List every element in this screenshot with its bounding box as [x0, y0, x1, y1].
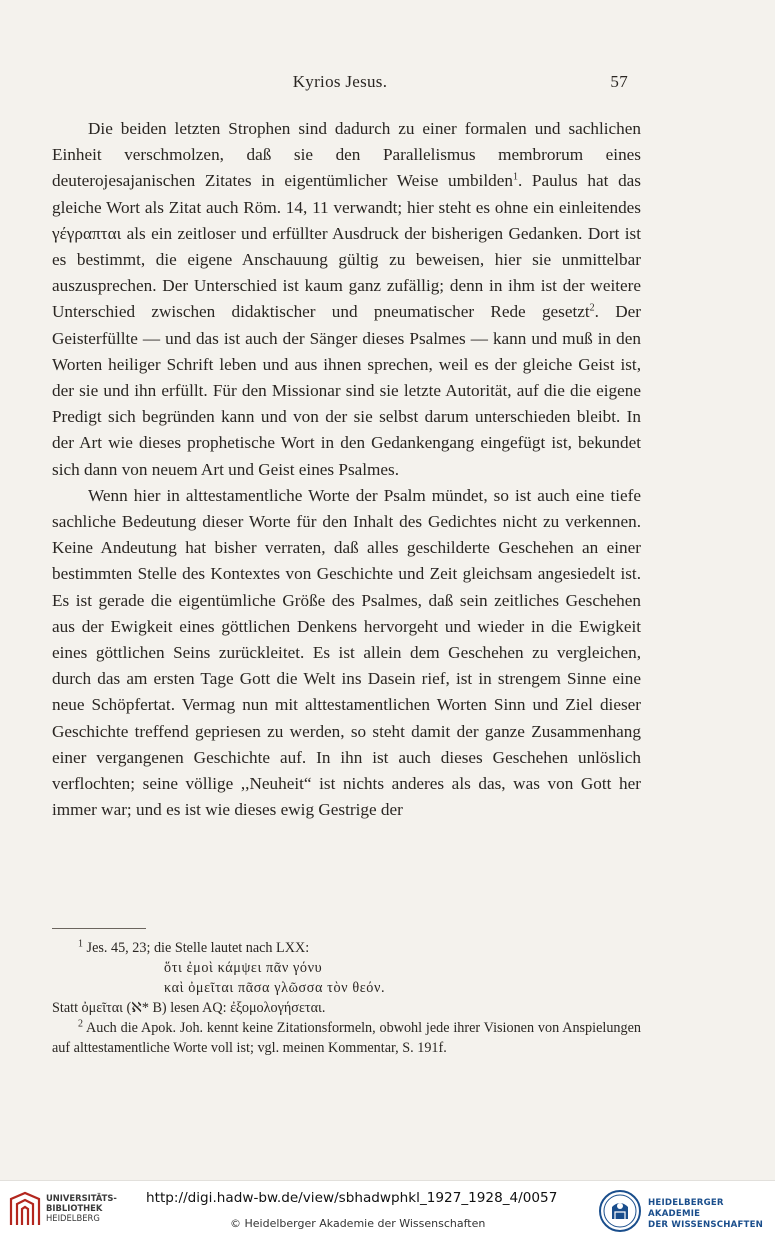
footnote-1-statt: Statt ὀμεῖται (ℵ* B) lesen AQ: ἐξομολογήσεται.	[52, 1000, 326, 1016]
footnote-2-text: Auch die Apok. Joh. kennt keine Zitationsformeln, obwohl jede ihrer Visionen von Anspielungen auf alttestamentliche Worte voll ist; vgl. meinen Kommentar, S. 191f.	[52, 1020, 642, 1056]
paragraph-2: Wenn hier in alttestamentliche Worte der Psalm mündet, so ist auch eine tiefe sachliche Bedeutung dieser Worte für den Inhalt des Gedichtes nicht zu verkennen. Keine Andeutung hat bisher verraten, daß alles geschilderte Geschehen an einer bestimmten Stelle des Kontextes von Geschichte und Zeit gleichsam angesiedelt ist. Es ist gerade die eigentümliche Größe des Psalmes, daß sein zeitliches Geschehen aus der Ewigkeit eines göttlichen Denkens hervorgeht und wieder in die Ewigkeit eines göttlichen Seins zurückleitet. Es ist allein dem Geschehen zu vergleichen, durch das am ersten Tage Gott die Welt ins Dasein rief, ist in strengem Sinne eine neue Schöpfertat. Vermag nun mit alttestamentlichen Worten Sinn und Ziel dieser Geschichte treffend gepriesen zu werden, so steht damit der ganze Zusammenhang einer vergangenen Geschichte auf. In ihn ist auch dieses Geschehen unlöslich verflochten; seine völlige ,,Neuheit“ ist nichts anderes als das, was von Gott her immer war; und es ist wie dieses ewig Gestrige der	[52, 485, 641, 820]
paragraph-1-part-b: . Paulus hat das gleiche Wort als Zitat auch Röm. 14, 11 verwandt; hier steht es ohne ein einleitendes γέγραπται als ein zeitloser und erfüllter Ausdruck der bisherigen Gedanken. Dort ist es bestimmt, die eigene Anschauung gültig zu beweisen, hier sie unmittelbar auszusprechen. Der Unterschied ist kaum ganz zufällig; denn in ihm ist der weitere Unterschied zwischen didaktischer und pneumatischer Rede gesetzt	[52, 171, 641, 322]
permalink-url[interactable]: http://digi.hadw-bw.de/view/sbhadwphkl_1927_1928_4/0057	[146, 1190, 558, 1206]
page-number: 57	[610, 72, 628, 91]
copyright-notice: © Heidelberger Akademie der Wissenschaften	[230, 1217, 486, 1230]
library-line-2: BIBLIOTHEK	[46, 1203, 103, 1213]
academy-name	[648, 1198, 775, 1231]
footnote-1-text: Jes. 45, 23; die Stelle lautet nach LXX:	[86, 940, 310, 956]
footnote-ref-2: 2	[589, 302, 595, 314]
running-head-title: Kyrios Jesus.	[292, 72, 388, 91]
library-line-1: UNIVERSITÄTS-	[46, 1193, 117, 1203]
footnote-ref-1: 1	[512, 171, 518, 183]
footnote-1-line	[52, 938, 641, 958]
university-library-logo-icon	[8, 1191, 42, 1229]
body-text	[52, 116, 641, 823]
paragraph-1-part-a: Die beiden letzten Strophen sind dadurch zu einer formalen und sachlichen Einheit verschmolzen, daß sie den Parallelismus membrorum eines deuterojesajanischen Zitates in eigentümlicher Weise umbilden	[52, 119, 641, 191]
footer-bar	[0, 1180, 775, 1239]
academy-line-2: DER WISSENSCHAFTEN	[648, 1220, 764, 1230]
university-library-name	[46, 1193, 117, 1223]
footnote-1-verse-1: ὅτι ἐμοὶ κάμψει πᾶν γόνυ	[164, 960, 323, 976]
footnote-2	[52, 1018, 641, 1058]
footnote-1-verse-2: καὶ ὀμεῖται πᾶσα γλῶσσα τὸν θεόν.	[164, 980, 386, 996]
footnote-2-marker: 2	[78, 1018, 83, 1030]
academy-seal-icon	[598, 1189, 642, 1233]
footnote-rule	[52, 928, 146, 929]
paragraph-1	[52, 116, 641, 483]
academy-line-1: HEIDELBERGER AKADEMIE	[648, 1198, 724, 1219]
footnote-1-marker: 1	[78, 938, 83, 950]
footnotes	[52, 938, 641, 1058]
library-line-3: HEIDELBERG	[46, 1213, 100, 1223]
paragraph-1-part-c: . Der Geisterfüllte — und das ist auch der Sänger dieses Psalmes — kann und muß in den Worten heiliger Schrift leben und aus ihnen sprechen, weil es der gleiche Geist ist, der sie und ihn erfüllt. Für den Missionar sind sie letzte Autorität, auf die die eigene Predigt sich begründen kann und von der sie selbst darum unterschieden bleibt. In der Art wie dieses prophetische Wort in den Gedankengang eingefügt ist, bekundet sich dann von neuem Art und Geist eines Psalmes.	[52, 302, 642, 479]
running-head	[52, 72, 628, 94]
